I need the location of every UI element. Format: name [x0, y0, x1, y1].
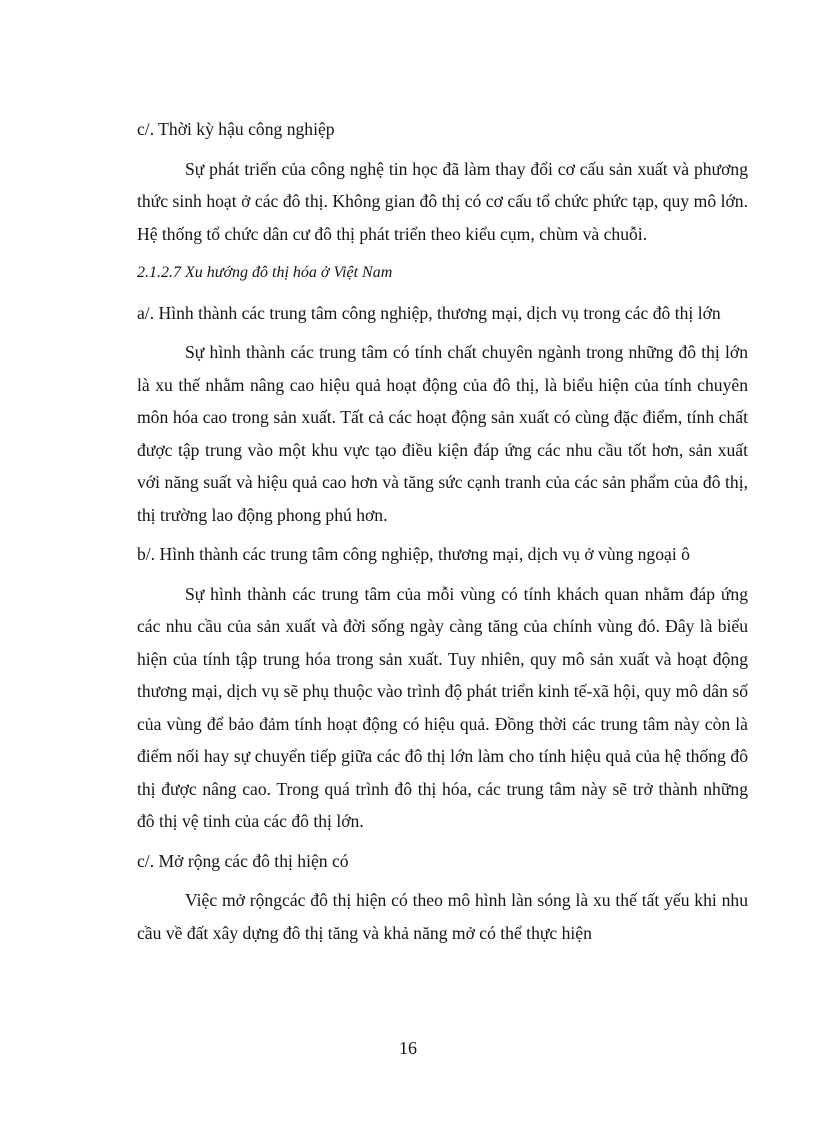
heading-post-industrial-period: c/. Thời kỳ hậu công nghiệp	[137, 119, 335, 139]
page-number: 16	[399, 1038, 417, 1058]
heading-centers-in-suburbs: b/. Hình thành các trung tâm công nghiệp, thương mại, dịch vụ ở vùng ngoại ô	[137, 544, 690, 564]
heading-expand-existing-cities: c/. Mở rộng các đô thị hiện có	[137, 850, 349, 871]
paragraph-centers-in-suburbs: Sự hình thành các trung tâm của mỗi vùng có tính khách quan nhằm đáp ứng các nhu cầu của sản xuất và đời sống ngày càng tăng của chính vùng đó. Đây là biểu hiện của tính tập trung hóa trong sản xuất. Tuy nhiên, quy mô sản xuất và hoạt động thương mại, dịch vụ sẽ phụ thuộc vào trình độ phát triển kinh tế-xã hội, quy mô dân số của vùng để bảo đảm tính hoạt động có hiệu quả. Đồng thời các trung tâm này còn là điểm nối hay sự chuyển tiếp giữa các đô thị lớn làm cho tính hiệu quả của hệ thống đô thị được nâng cao. Trong quá trình đô thị hóa, các trung tâm này sẽ trở thành những đô thị vệ tinh của các đô thị lớn.	[137, 583, 748, 831]
subsection-title-urbanization-trend: 2.1.2.7 Xu hướng đô thị hóa ở Việt Nam	[137, 264, 393, 281]
heading-centers-in-large-cities: a/. Hình thành các trung tâm công nghiệp, thương mại, dịch vụ trong các đô thị lớn	[137, 302, 721, 323]
paragraph-post-industrial: Sự phát triển của công nghệ tin học đã làm thay đổi cơ cấu sản xuất và phương thức sinh hoạt ở các đô thị. Không gian đô thị có cơ cấu tổ chức phức tạp, quy mô lớn. Hệ thống tổ chức dân cư đô thị phát triển theo kiểu cụm, chùm và chuỗi.	[137, 158, 748, 244]
page-body	[137, 113, 748, 956]
paragraph-expand-existing-cities: Việc mở rộngcác đô thị hiện có theo mô hình làn sóng là xu thế tất yếu khi nhu cầu về đất xây dựng đô thị tăng và khả năng mở có thể thực hiện	[137, 890, 748, 943]
paragraph-centers-in-large-cities: Sự hình thành các trung tâm có tính chất chuyên ngành trong những đô thị lớn là xu thế nhằm nâng cao hiệu quả hoạt động của đô thị, là biểu hiện của tính chuyên môn hóa cao trong sản xuất. Tất cả các hoạt động sản xuất có cùng đặc điểm, tính chất được tập trung vào một khu vực tạo điều kiện đáp ứng các nhu cầu tốt hơn, sản xuất với năng suất và hiệu quả cao hơn và tăng sức cạnh tranh của các sản phẩm của đô thị, thị trường lao động phong phú hơn.	[137, 342, 748, 525]
